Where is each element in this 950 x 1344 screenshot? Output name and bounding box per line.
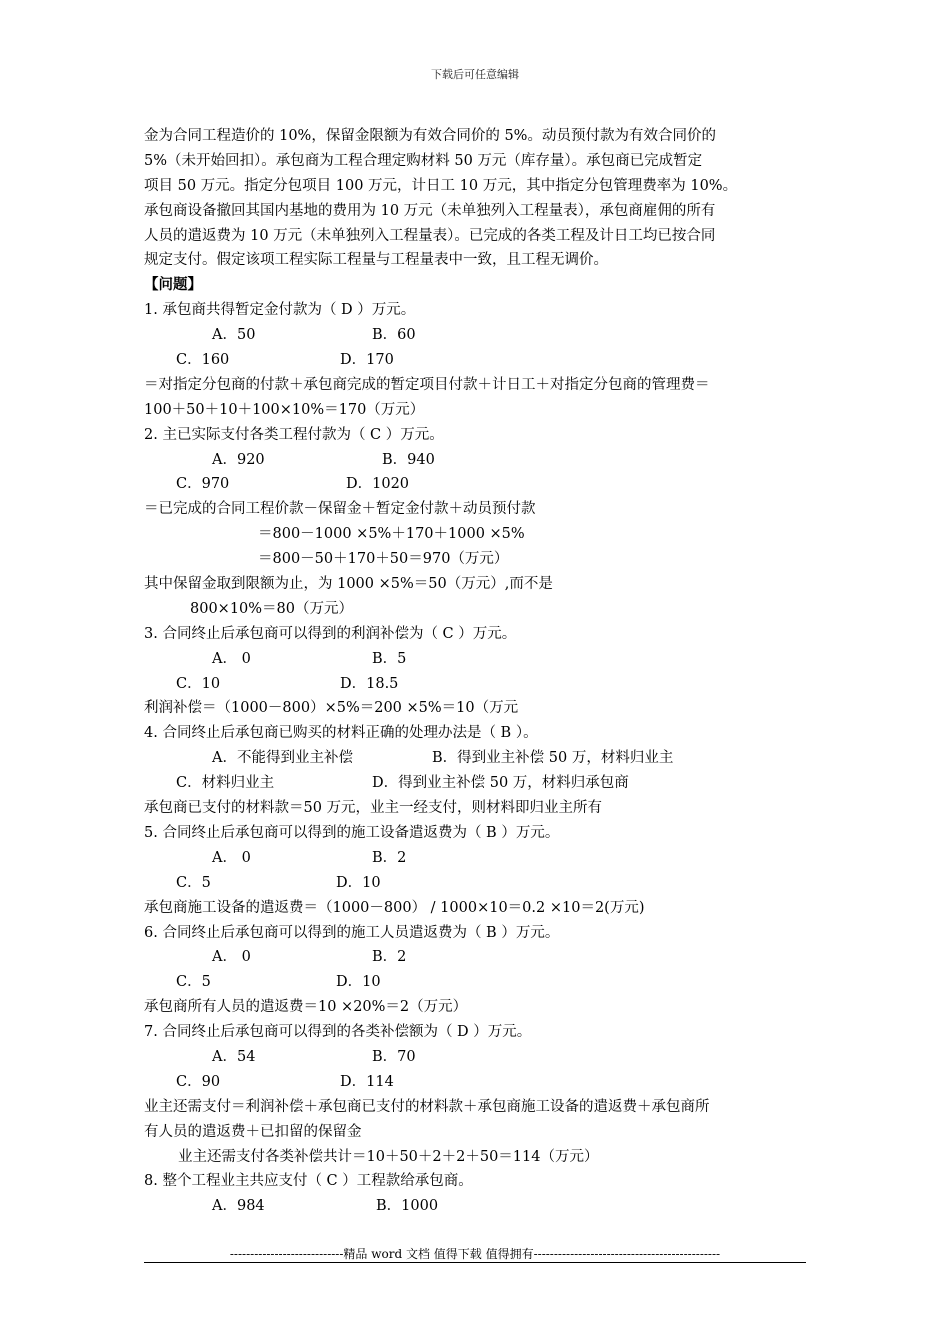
option-a: A．54 bbox=[212, 1048, 256, 1065]
footer-divider bbox=[144, 1262, 806, 1263]
option-b: B．70 bbox=[372, 1048, 416, 1065]
question-2-stem: 2. 主已实际支付各类工程付款为（ C ）万元。 bbox=[144, 426, 444, 443]
question-3-stem: 3. 合同终止后承包商可以得到的利润补偿为（ C ）万元。 bbox=[144, 625, 517, 642]
option-d: D．1020 bbox=[346, 476, 410, 493]
question-2-options-ab bbox=[144, 448, 812, 473]
question-8-options-ab bbox=[144, 1194, 812, 1219]
question-1-options-cd bbox=[144, 348, 812, 373]
option-a: A． 0 bbox=[212, 849, 251, 866]
option-d: D．114 bbox=[340, 1073, 394, 1090]
option-a: A． 0 bbox=[212, 949, 251, 966]
intro-line-6: 规定支付。假定该项工程实际工程量与工程量表中一致，且工程无调价。 bbox=[144, 252, 608, 269]
question-5-options-cd bbox=[144, 871, 812, 896]
question-2-explanation-2: ＝800－1000 ×5%＋170＋1000 ×5% bbox=[258, 526, 525, 543]
question-6-stem: 6. 合同终止后承包商可以得到的施工人员遣返费为（ B ）万元。 bbox=[144, 924, 560, 941]
question-5-options-ab bbox=[144, 846, 812, 871]
question-8-stem: 8. 整个工程业主共应支付（ C ）工程款给承包商。 bbox=[144, 1173, 473, 1190]
question-3-options-cd bbox=[144, 672, 812, 697]
document-body bbox=[144, 124, 812, 1219]
option-c: C．90 bbox=[176, 1073, 221, 1090]
question-7-options-cd bbox=[144, 1070, 812, 1095]
intro-line-4: 承包商设备撤回其国内基地的费用为 10 万元（未单独列入工程量表），承包商雇佣的所有 bbox=[144, 202, 716, 219]
question-1-stem: 1. 承包商共得暂定金付款为（ D ）万元。 bbox=[144, 302, 416, 319]
question-6-options-ab bbox=[144, 945, 812, 970]
option-a: A．920 bbox=[212, 451, 265, 468]
question-2-explanation-4: 其中保留金取到限额为止，为 1000 ×5%＝50（万元）,而不是 bbox=[144, 576, 553, 593]
option-d: D．170 bbox=[340, 352, 394, 369]
option-b: B．5 bbox=[372, 650, 407, 667]
intro-line-1: 金为合同工程造价的 10%，保留金限额为有效合同价的 5%。动员预付款为有效合同价的 bbox=[144, 128, 716, 144]
option-b: B．60 bbox=[372, 327, 416, 344]
option-b: B．1000 bbox=[376, 1198, 439, 1215]
option-b: B．940 bbox=[382, 451, 435, 468]
option-d: D．得到业主补偿 50 万，材料归承包商 bbox=[372, 775, 629, 792]
option-c: C．10 bbox=[176, 675, 221, 692]
option-a: A． 0 bbox=[212, 650, 251, 667]
option-c: C．970 bbox=[176, 476, 230, 493]
question-5-stem: 5. 合同终止后承包商可以得到的施工设备遣返费为（ B ）万元。 bbox=[144, 824, 560, 841]
option-b: B．得到业主补偿 50 万，材料归业主 bbox=[432, 750, 674, 767]
page-header: 下载后可任意编辑 bbox=[431, 68, 519, 81]
question-1-options-ab bbox=[144, 323, 812, 348]
option-c: C．160 bbox=[176, 352, 230, 369]
option-c: C．材料归业主 bbox=[176, 775, 275, 792]
option-d: D．10 bbox=[336, 874, 381, 891]
intro-line-5: 人员的遣返费为 10 万元（未单独列入工程量表）。已完成的各类工程及计日工均已按合同 bbox=[144, 227, 716, 244]
question-4-stem: 4. 合同终止后承包商已购买的材料正确的处理办法是（ B ）。 bbox=[144, 725, 538, 742]
question-1-explanation-1: ＝对指定分包商的付款＋承包商完成的暂定项目付款＋计日工＋对指定分包商的管理费＝ bbox=[144, 376, 710, 393]
intro-line-2: 5%（未开始回扣）。承包商为工程合理定购材料 50 万元（库存量）。承包商已完成暂定 bbox=[144, 152, 703, 169]
question-7-explanation-3: 业主还需支付各类补偿共计＝10＋50＋2＋2＋50＝114（万元） bbox=[178, 1148, 599, 1165]
question-2-explanation-5: 800×10%＝80（万元） bbox=[190, 600, 354, 617]
question-3-explanation: 利润补偿＝（1000－800）×5%＝200 ×5%＝10（万元 bbox=[144, 700, 519, 717]
question-6-explanation: 承包商所有人员的遣返费＝10 ×20%＝2（万元） bbox=[144, 999, 468, 1016]
question-2-options-cd bbox=[144, 472, 812, 497]
question-7-explanation-2: 有人员的遣返费＋已扣留的保留金 bbox=[144, 1123, 362, 1140]
option-c: C．5 bbox=[176, 974, 211, 991]
question-7-explanation-1: 业主还需支付＝利润补偿＋承包商已支付的材料款＋承包商施工设备的遣返费＋承包商所 bbox=[144, 1098, 710, 1115]
intro-line-3: 项目 50 万元。指定分包项目 100 万元，计日工 10 万元，其中指定分包管理费率为 10%。 bbox=[144, 177, 738, 194]
question-5-explanation: 承包商施工设备的遣返费＝（1000－800） / 1000×10＝0.2 ×10＝2(万元) bbox=[144, 899, 645, 916]
option-b: B．2 bbox=[372, 949, 407, 966]
question-4-options-ab bbox=[144, 746, 812, 771]
question-6-options-cd bbox=[144, 970, 812, 995]
option-c: C．5 bbox=[176, 874, 211, 891]
question-3-options-ab bbox=[144, 647, 812, 672]
section-title: 【问题】 bbox=[144, 276, 202, 294]
question-7-stem: 7. 合同终止后承包商可以得到的各类补偿额为（ D ）万元。 bbox=[144, 1024, 532, 1041]
option-a: A．984 bbox=[212, 1198, 265, 1215]
question-4-options-cd bbox=[144, 771, 812, 796]
option-d: D．10 bbox=[336, 974, 381, 991]
option-b: B．2 bbox=[372, 849, 407, 866]
question-1-explanation-2: 100＋50＋10＋100×10%＝170（万元） bbox=[144, 401, 425, 418]
option-d: D．18.5 bbox=[340, 675, 399, 692]
question-2-explanation-3: ＝800－50＋170＋50＝970（万元） bbox=[258, 551, 509, 568]
option-a: A．不能得到业主补偿 bbox=[212, 750, 353, 767]
option-a: A．50 bbox=[212, 327, 256, 344]
question-2-explanation-1: ＝已完成的合同工程价款－保留金＋暂定金付款＋动员预付款 bbox=[144, 501, 536, 518]
question-7-options-ab bbox=[144, 1045, 812, 1070]
question-4-explanation: 承包商已支付的材料款＝50 万元，业主一经支付，则材料即归业主所有 bbox=[144, 800, 603, 817]
page-footer: ----------------------------精品 word 文档 值得下载 值得拥有---------------------------------------------- bbox=[229, 1247, 721, 1261]
